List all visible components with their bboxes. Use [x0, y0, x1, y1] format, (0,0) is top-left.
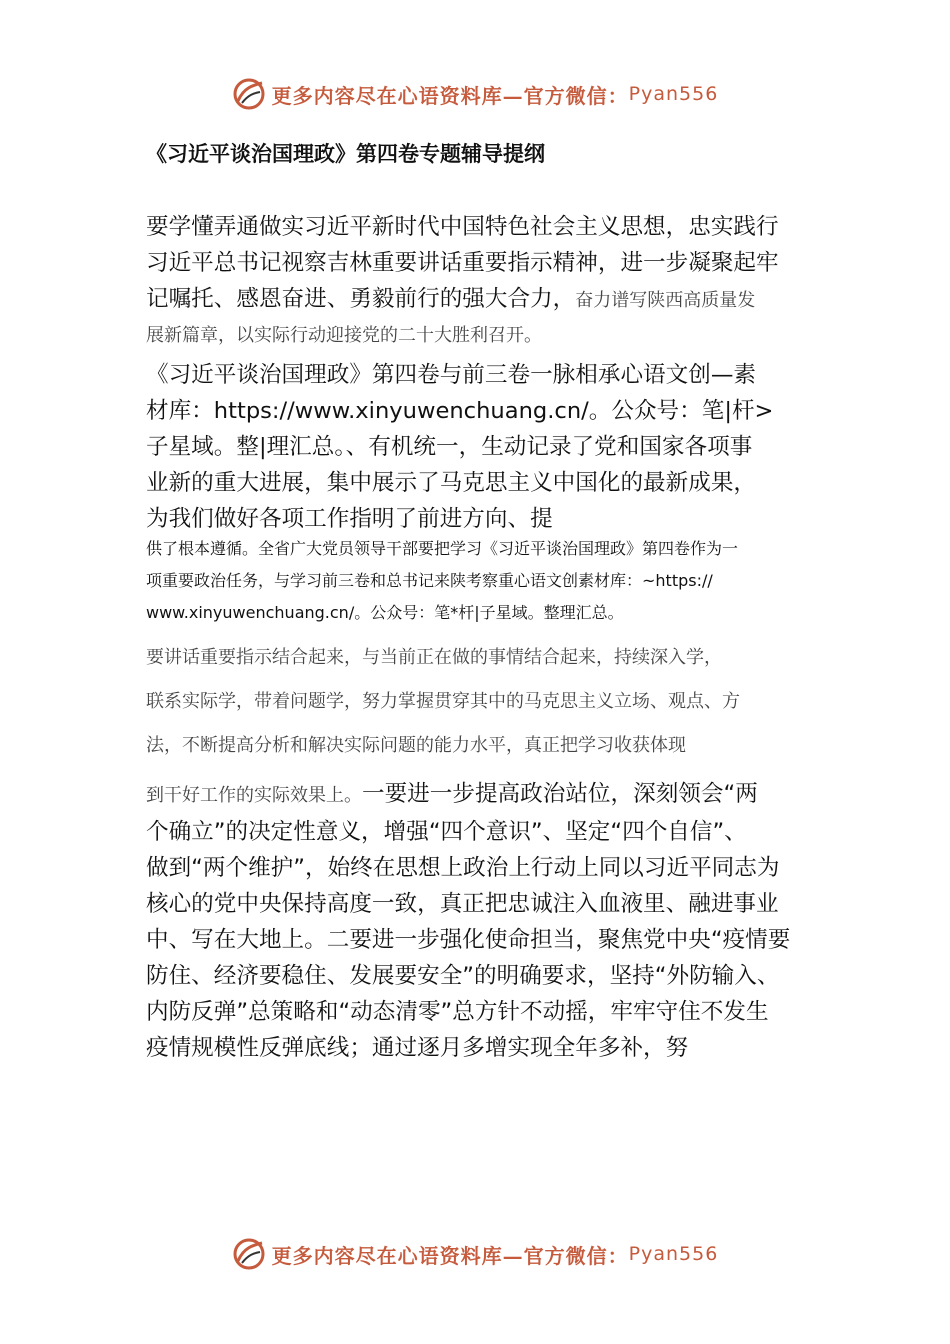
footer-banner [0, 1234, 950, 1274]
paragraph-line: 做到“两个维护”，始终在思想上政治上行动上同以习近平同志为 [146, 855, 780, 881]
banner-text: 更多内容尽在心语资料库—官方微信： [271, 1243, 629, 1268]
paragraph-4 [146, 636, 818, 768]
paragraph-line: 材库：https://www.xinyuwenchuang.cn/。公众号：笔|杆> [146, 398, 774, 424]
paragraph-line: 联系实际学，带着问题学，努力掌握贯穿其中的马克思主义立场、观点、方 [146, 691, 740, 712]
paragraph-line: 核心的党中央保持高度一致，真正把忠诚注入血液里、融进事业 [146, 891, 779, 917]
paragraph-line: www.xinyuwenchuang.cn/。公众号：笔*杆|子星域。整理汇总。 [146, 603, 624, 622]
paragraph-line: 项重要政治任务，与学习前三卷和总书记来陕考察重心语文创素材库：~https:// [146, 571, 713, 590]
paragraph-line: 为我们做好各项工作指明了前进方向、提 [146, 506, 553, 532]
paragraph-line: 要讲话重要指示结合起来，与当前正在做的事情结合起来，持续深入学， [146, 647, 722, 668]
paragraph-line: 个确立”的决定性意义，增强“四个意识”、坚定“四个自信”、 [146, 819, 747, 845]
paragraph-2 [146, 357, 818, 537]
paragraph-serif-tail: 奋力谱写陕西高质量发 [575, 290, 756, 311]
paragraph-line: 供了根本遵循。全省广大党员领导干部要把学习《习近平谈治国理政》第四卷作为一 [146, 539, 739, 558]
paragraph-serif-line: 展新篇章，以实际行动迎接党的二十大胜利召开。 [146, 325, 542, 346]
banner-handle: Pyan556 [628, 1243, 719, 1265]
paragraph-line: 防住、经济要稳住、发展要安全”的明确要求，坚持“外防输入、 [146, 963, 780, 989]
paragraph-line: 一要进一步提高政治站位，深刻领会“两 [362, 781, 758, 807]
paragraph-line: 中、写在大地上。二要进一步强化使命担当，聚焦党中央“疫情要 [146, 927, 791, 953]
paragraph-1 [146, 209, 818, 353]
header-banner [0, 74, 950, 114]
paragraph-line: 记嘱托、感恩奋进、勇毅前行的强大合力， [146, 286, 576, 312]
paragraph-line: 要学懂弄通做实习近平新时代中国特色社会主义思想，忠实践行 [146, 214, 779, 240]
banner-text: 更多内容尽在心语资料库—官方微信： [271, 83, 629, 108]
paragraph-5 [146, 776, 818, 1066]
paragraph-line: 业新的重大进展，集中展示了马克思主义中国化的最新成果， [146, 470, 757, 496]
paragraph-line: 《习近平谈治国理政》第四卷与前三卷一脉相承心语文创—素 [146, 362, 757, 388]
document-title: 《习近平谈治国理政》第四卷专题辅导提纲 [146, 142, 545, 166]
paragraph-line: 习近平总书记视察吉林重要讲话重要指示精神，进一步凝聚起牢 [146, 250, 779, 276]
paragraph-line: 内防反弹”总策略和“动态清零”总方针不动摇，牢牢守住不发生 [146, 999, 769, 1025]
paragraph-line: 法，不断提高分析和解决实际问题的能力水平，真正把学习收获体现 [146, 735, 686, 756]
paragraph-serif-head: 到干好工作的实际效果上。 [146, 785, 362, 806]
logo-icon [232, 1237, 266, 1271]
banner-handle: Pyan556 [628, 83, 719, 105]
logo-icon [232, 77, 266, 111]
paragraph-line: 疫情规模性反弹底线；通过逐月多增实现全年多补，努 [146, 1035, 689, 1061]
paragraph-line: 子星域。整|理汇总。、有机统一，生动记录了党和国家各项事 [146, 434, 753, 460]
paragraph-3 [146, 533, 818, 629]
